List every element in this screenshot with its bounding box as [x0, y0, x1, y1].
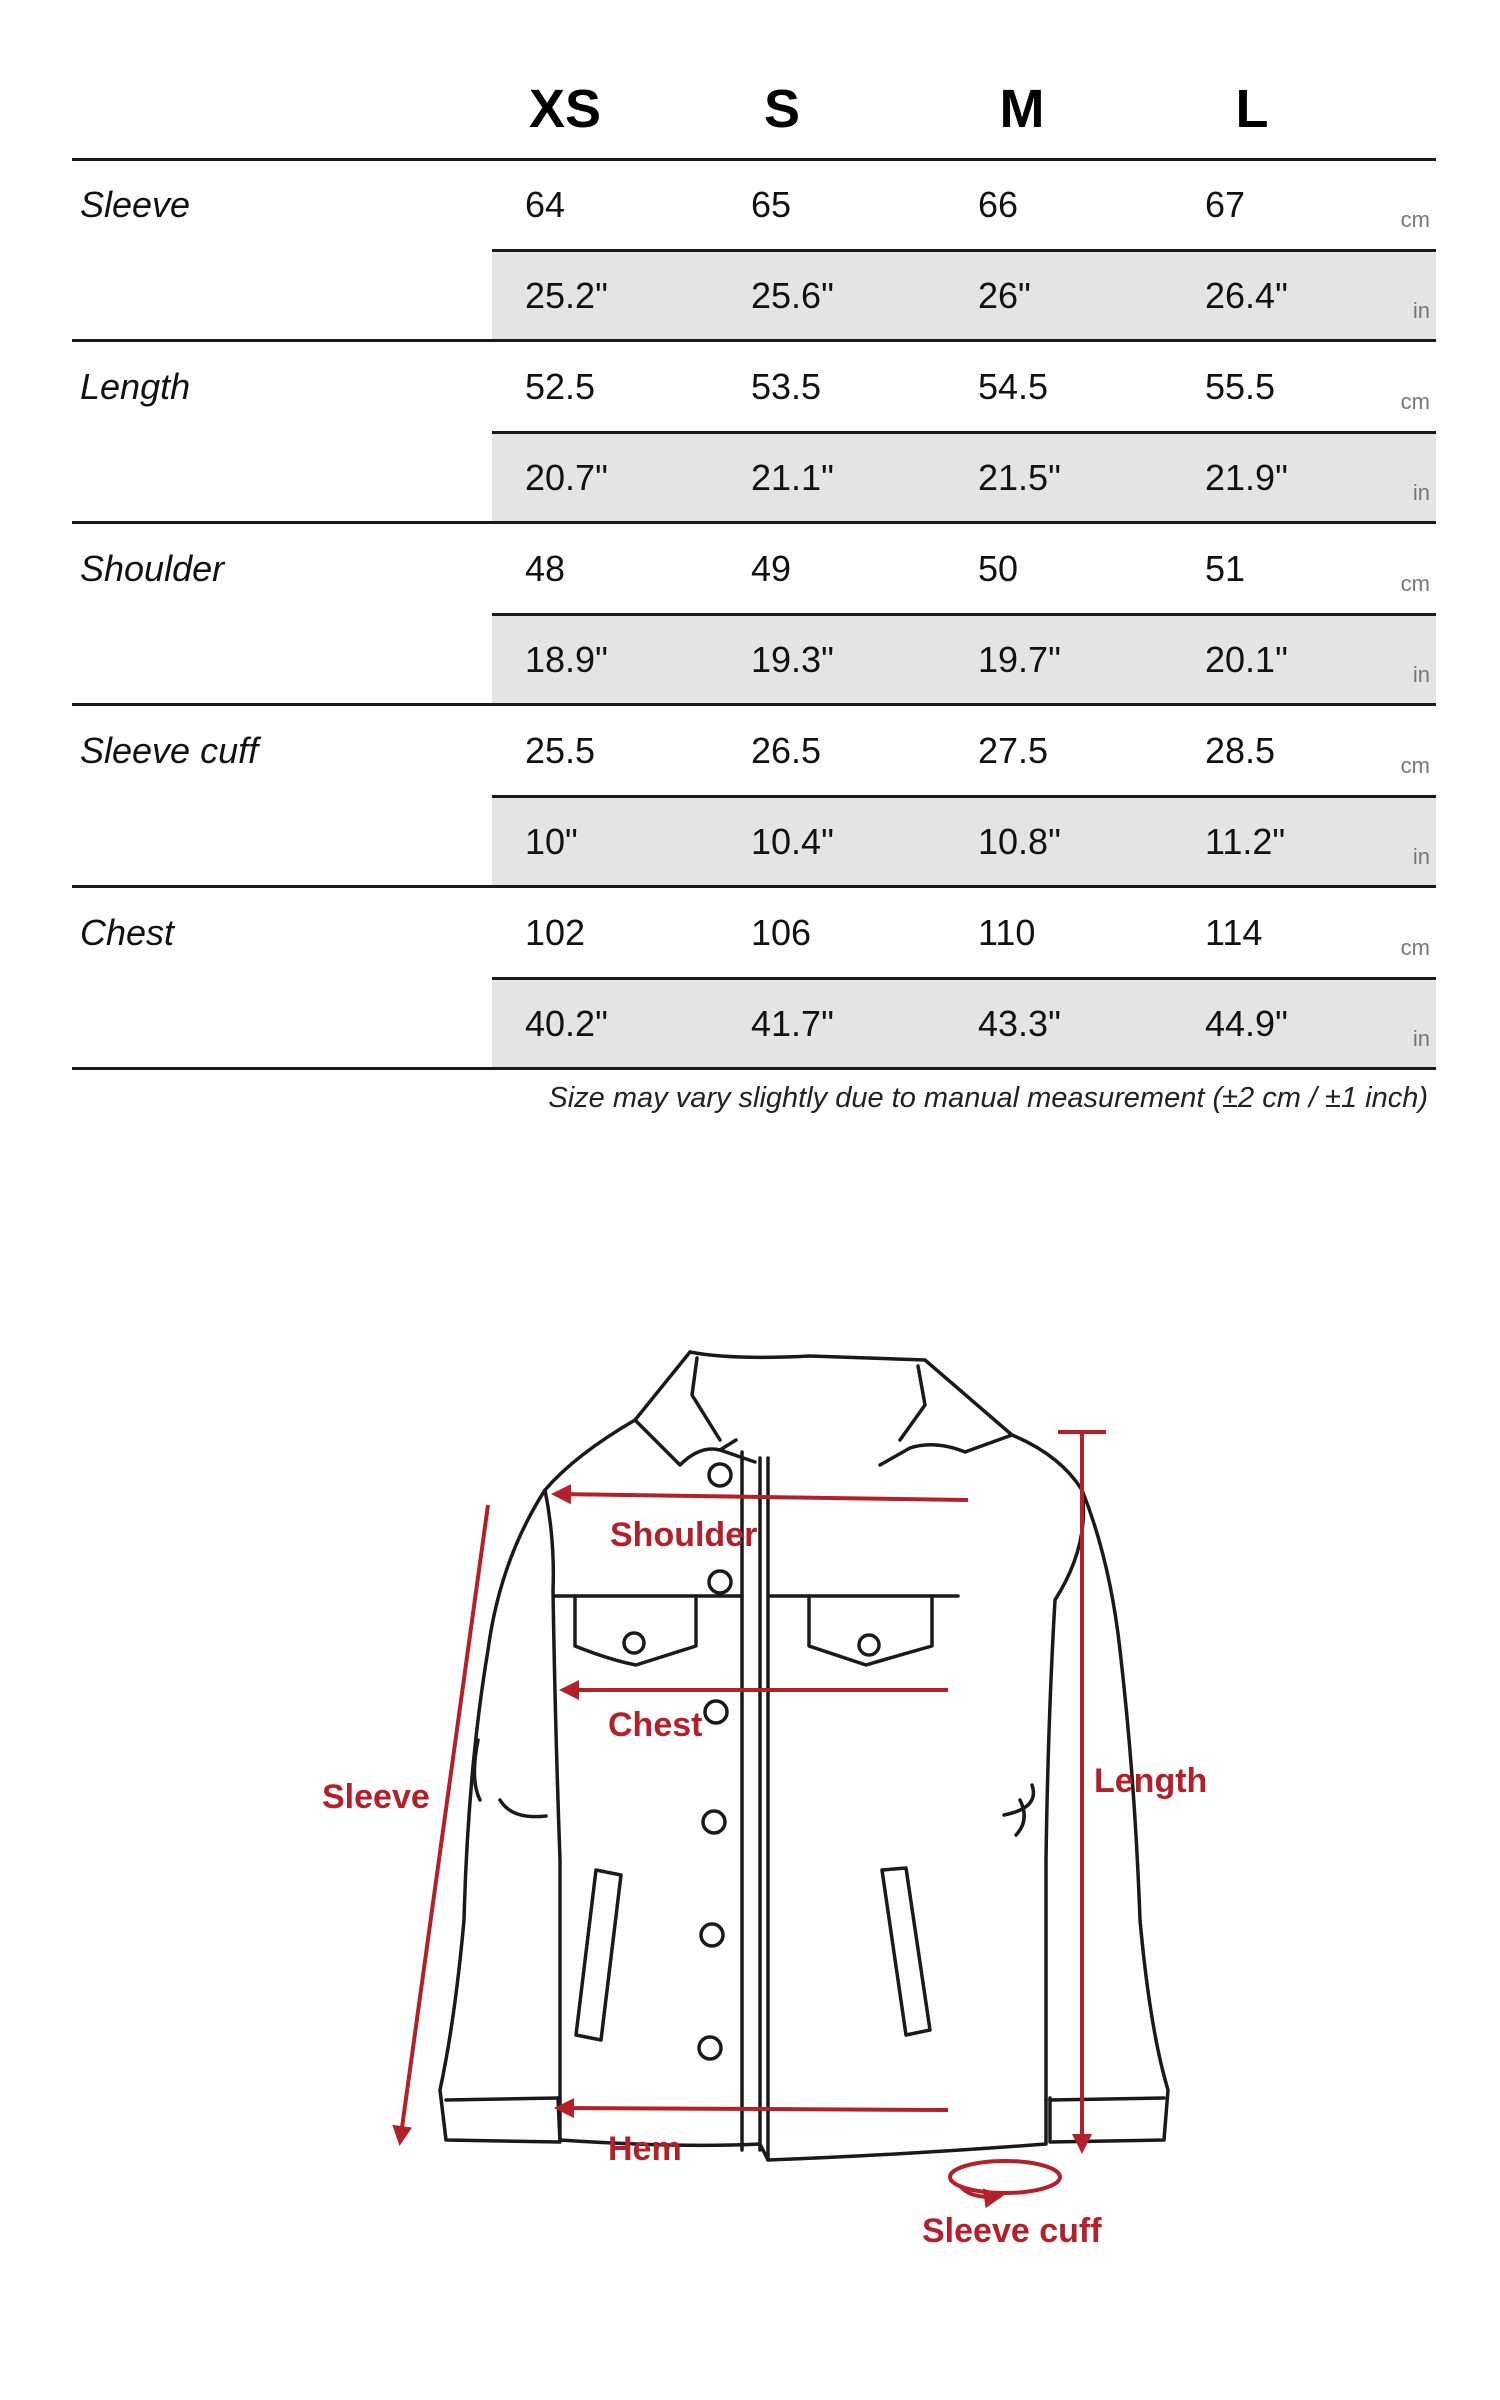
- button-icon: [703, 1811, 725, 1833]
- cell: 52.5: [525, 366, 596, 407]
- cell: 26.5: [751, 730, 822, 771]
- cell: 20.7": [525, 457, 608, 498]
- label-sleeve-cuff: Sleeve cuff: [922, 2212, 1102, 2250]
- row-label-sleeve: Sleeve: [80, 184, 191, 225]
- measurement-note: Size may vary slightly due to manual measurement (±2 cm / ±1 inch): [548, 1082, 1428, 1114]
- button-icon: [624, 1633, 644, 1653]
- cell: 26.4": [1205, 275, 1288, 316]
- cell: 67: [1205, 184, 1246, 225]
- cell: 50: [978, 548, 1019, 589]
- cell: 18.9": [525, 639, 608, 680]
- unit-in: in: [1412, 298, 1430, 323]
- cell: 54.5: [978, 366, 1049, 407]
- cell: 64: [525, 184, 566, 225]
- row-label-sleeve-cuff: Sleeve cuff: [80, 730, 259, 771]
- size-header-m: M: [999, 79, 1045, 139]
- cell: 66: [978, 184, 1019, 225]
- cell: 53.5: [751, 366, 822, 407]
- cell: 20.1": [1205, 639, 1288, 680]
- row-label-length: Length: [80, 366, 191, 407]
- cell: 11.2": [1205, 821, 1286, 862]
- cell: 55.5: [1205, 366, 1276, 407]
- cell: 49: [751, 548, 792, 589]
- label-hem: Hem: [608, 2130, 682, 2168]
- unit-cm: cm: [1400, 389, 1430, 414]
- button-icon: [699, 2037, 721, 2059]
- jacket-outline: [440, 1352, 1168, 2160]
- cell: 21.5": [978, 457, 1061, 498]
- cell: 10": [525, 821, 578, 862]
- cell: 44.9": [1205, 1003, 1288, 1044]
- cell: 25.5: [525, 730, 596, 771]
- size-header-s: S: [763, 79, 801, 139]
- row-label-chest: Chest: [80, 912, 175, 953]
- cell: 40.2": [525, 1003, 608, 1044]
- row-label-shoulder: Shoulder: [80, 548, 225, 589]
- unit-cm: cm: [1400, 935, 1430, 960]
- label-length: Length: [1094, 1762, 1208, 1800]
- cell: 25.2": [525, 275, 608, 316]
- unit-cm: cm: [1400, 753, 1430, 778]
- cell: 102: [525, 912, 586, 953]
- cell: 114: [1205, 912, 1263, 953]
- cell: 43.3": [978, 1003, 1061, 1044]
- cell: 21.1": [751, 457, 834, 498]
- unit-cm: cm: [1400, 571, 1430, 596]
- unit-in: in: [1412, 480, 1430, 505]
- cell: 41.7": [751, 1003, 834, 1044]
- button-icon: [705, 1701, 727, 1723]
- label-shoulder: Shoulder: [610, 1516, 758, 1554]
- cuff-loop: [950, 2161, 1060, 2193]
- cell: 28.5: [1205, 730, 1276, 771]
- hem-arrow: [558, 2108, 948, 2110]
- label-sleeve: Sleeve: [322, 1778, 430, 1816]
- unit-in: in: [1412, 662, 1430, 687]
- sleeve-arrow: [400, 1505, 488, 2142]
- unit-in: in: [1412, 844, 1430, 869]
- size-header-xs: XS: [528, 79, 602, 139]
- cell: 19.7": [978, 639, 1061, 680]
- cell: 27.5: [978, 730, 1049, 771]
- button-icon: [709, 1464, 731, 1486]
- cell: 106: [751, 912, 812, 953]
- cell: 21.9": [1205, 457, 1288, 498]
- cell: 51: [1205, 548, 1246, 589]
- cell: 65: [751, 184, 792, 225]
- cell: 26": [978, 275, 1031, 316]
- cell: 10.8": [978, 821, 1061, 862]
- unit-in: in: [1412, 1026, 1430, 1051]
- size-header-l: L: [1235, 79, 1269, 139]
- cell: 110: [978, 912, 1036, 953]
- label-chest: Chest: [608, 1706, 703, 1744]
- button-icon: [859, 1635, 879, 1655]
- cell: 48: [525, 548, 566, 589]
- button-icon: [709, 1571, 731, 1593]
- cell: 25.6": [751, 275, 834, 316]
- unit-cm: cm: [1400, 207, 1430, 232]
- cell: 10.4": [751, 821, 834, 862]
- cell: 19.3": [751, 639, 834, 680]
- button-icon: [701, 1924, 723, 1946]
